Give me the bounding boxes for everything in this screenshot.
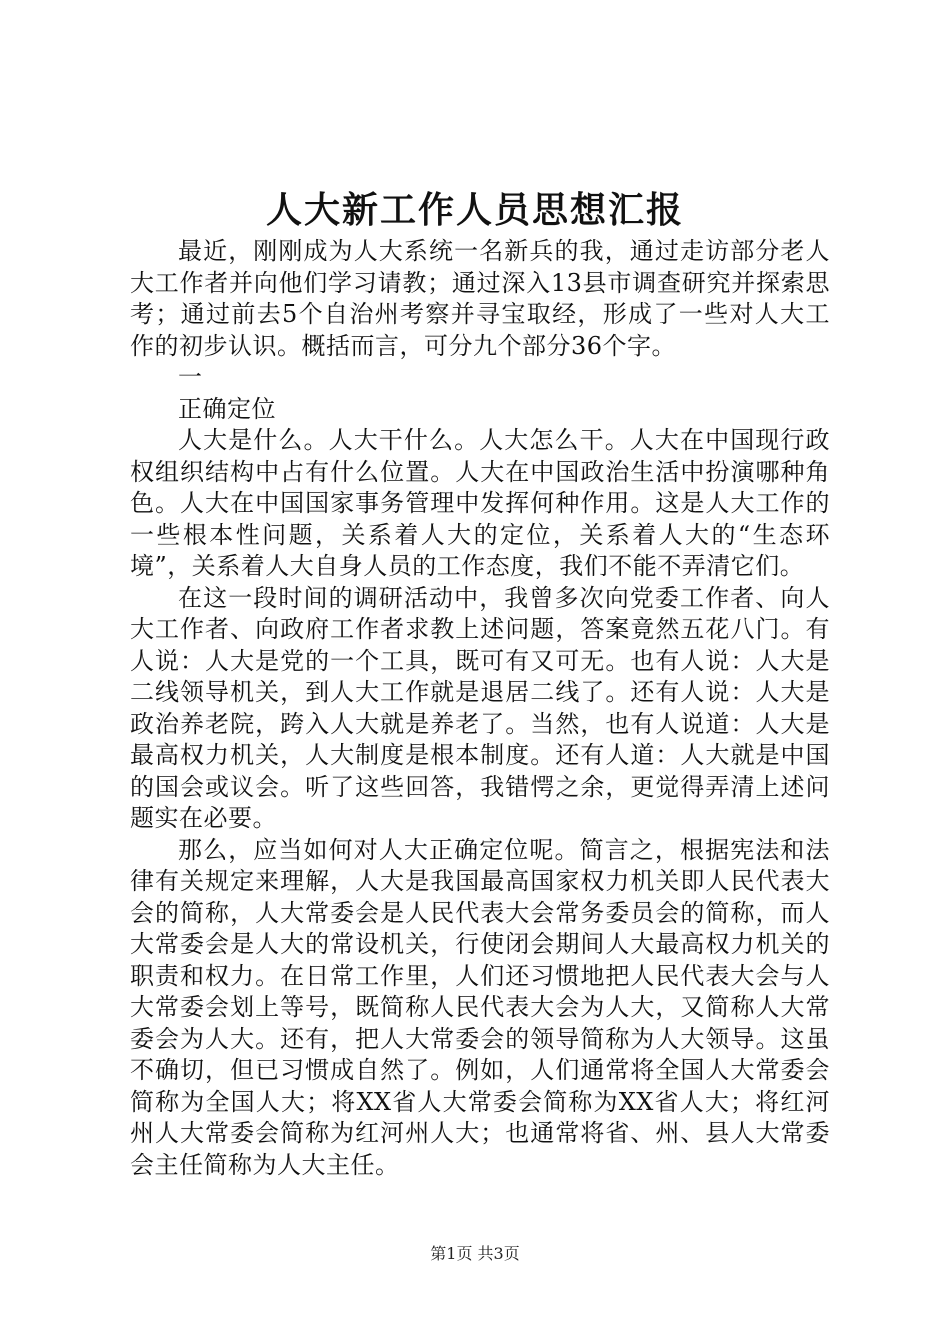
paragraph: 在这一段时间的调研活动中，我曾多次向党委工作者、向人大工作者、向政府工作者求教上述问题，答案竟然五花八门。有人说：人大是党的一个工具，既可有又可无。也有人说：人大是二线领导机关，到人大工作就是退居二线了。还有人说：人大是政治养老院，跨入人大就是养老了。当然，也有人说道：人大是最高权力机关，人大制度是根本制度。还有人道：人大就是中国的国会或议会。听了这些回答，我错愕之余，更觉得弄清上述问题实在必要。 — [130, 583, 830, 832]
page-footer: 第1页 共3页 — [430, 1244, 520, 1263]
paragraph-intro: 最近，刚刚成为人大系统一名新兵的我，通过走访部分老人大工作者并向他们学习请教；通过深入13县市调查研究并探索思考；通过前去5个自治州考察并寻宝取经，形成了一些对人大工作的初步认识。概括而言，可分九个部分36个字。 — [130, 237, 830, 360]
document-body — [130, 236, 830, 1181]
paragraph: 那么，应当如何对人大正确定位呢。简言之，根据宪法和法律有关规定来理解，人大是我国最高国家权力机关即人民代表大会的简称，人大常委会是人民代表大会常务委员会的简称，而人大常委会是人大的常设机关，行使闭会期间人大最高权力机关的职责和权力。在日常工作里，人们还习惯地把人民代表大会与人大常委会划上等号，既简称人民代表大会为人大，又简称人大常委会为人大。还有，把人大常委会的领导简称为人大领导。这虽不确切，但已习惯成自然了。例如，人们通常将全国人大常委会简称为全国人大；将XX省人大常委会简称为XX省人大；将红河州人大常委会简称为红河州人大；也通常将省、州、县人大常委会主任简称为人大主任。 — [130, 835, 830, 1179]
paragraph: 人大是什么。人大干什么。人大怎么干。人大在中国现行政权组织结构中占有什么位置。人大在中国政治生活中扮演哪种角色。人大在中国国家事务管理中发挥何种作用。这是人大工作的一些根本性问题，关系着人大的定位，关系着人大的“生态环境”，关系着人大自身人员的工作态度，我们不能不弄清它们。 — [130, 426, 830, 580]
document-title: 人大新工作人员思想汇报 — [265, 189, 684, 231]
section-number: 一 — [178, 363, 203, 391]
section-heading: 正确定位 — [178, 394, 276, 423]
